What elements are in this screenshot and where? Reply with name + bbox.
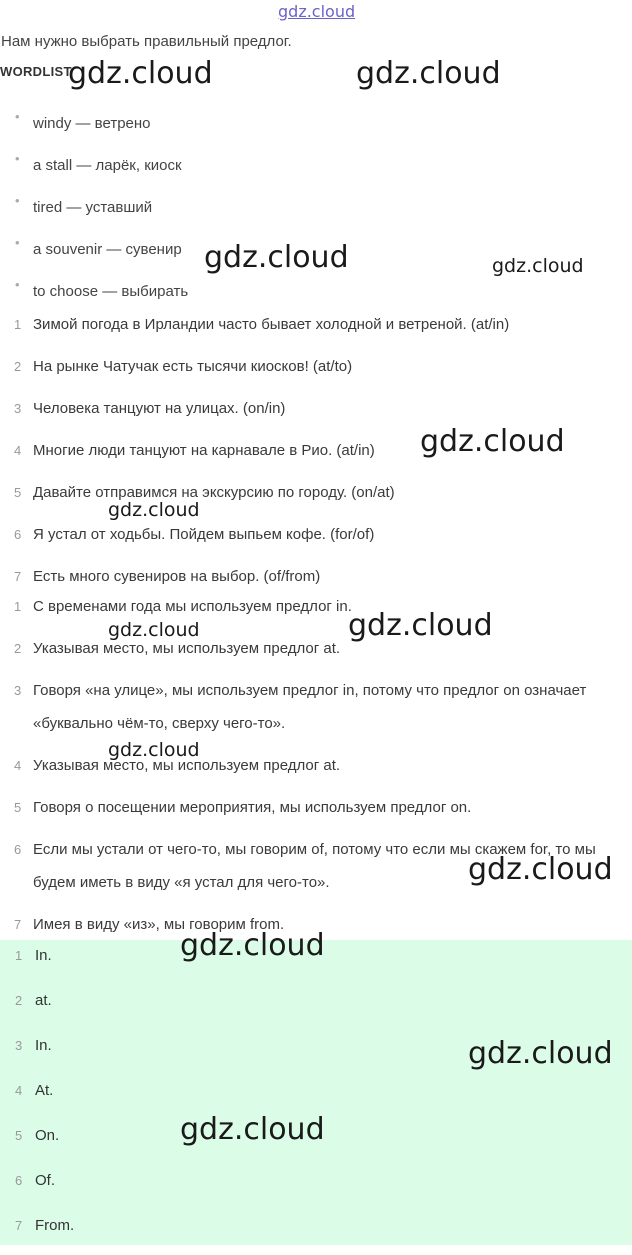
answer-row: 3 In. [15,1037,52,1054]
bullet-icon: • [15,109,20,124]
watermark: gdz.cloud [420,424,565,459]
list-item: • to choose — выбирать [15,277,189,300]
list-item: • tired — уставший [15,193,153,216]
bullet-icon: • [15,193,20,208]
answer-row: 6 Of. [15,1172,56,1189]
answer-row: 4 At. [15,1082,54,1099]
list-item: • a souvenir — сувенир [15,235,182,258]
bullet-icon: • [15,235,20,250]
watermark: gdz.cloud [468,852,613,887]
list-item: 6 Если мы устали от чего-то, мы говорим of, потому что если мы скажем for, то мы будем иметь в виду «я устал для чего-то». [14,841,596,891]
list-item: • a stall — ларёк, киоск [15,151,182,174]
intro-text: Нам нужно выбрать правильный предлог. [1,33,292,50]
list-item: 1 Зимой погода в Ирландии часто бывает холодной и ветреной. (at/in) [14,316,510,333]
explanations-list [0,590,632,941]
watermark: gdz.cloud [180,1112,325,1147]
list-item: 6 Я устал от ходьбы. Пойдем выпьем кофе. (for/of) [14,526,375,543]
list-item: 5 Давайте отправимся на экскурсию по городу. (on/at) [14,484,395,501]
list-item: 4 Указывая место, мы используем предлог at. [14,757,341,774]
watermark: gdz.cloud [108,739,200,761]
answer-row: 2 at. [15,992,52,1009]
watermark: gdz.cloud [492,255,584,277]
watermark: gdz.cloud [468,1036,613,1071]
watermark: gdz.cloud [348,608,493,643]
answer-row: 7 From. [15,1217,75,1234]
answer-row: 1 In. [15,947,52,964]
bullet-icon: • [15,151,20,166]
list-item: 1 С временами года мы используем предлог in. [14,598,352,615]
watermark: gdz.cloud [204,240,349,275]
list-item: 7 Есть много сувениров на выбор. (of/from) [14,568,321,585]
answers-panel [0,940,632,1245]
list-item: 4 Многие люди танцуют на карнавале в Рио. (at/in) [14,442,375,459]
watermark: gdz.cloud [356,56,501,91]
top-watermark-link[interactable]: gdz.cloud [278,2,356,21]
bullet-icon: • [15,277,20,292]
list-item: 2 На рынке Чатучак есть тысячи киосков! (at/to) [14,358,353,375]
list-item: 3 Человека танцуют на улицах. (on/in) [14,400,286,417]
watermark: gdz.cloud [108,499,200,521]
watermark: gdz.cloud [68,56,213,91]
watermark: gdz.cloud [108,619,200,641]
list-item: 3 Говоря «на улице», мы используем предлог in, потому что предлог on означает «буквально чём-то, сверху чего-то». [14,682,587,732]
watermark: gdz.cloud [180,928,325,963]
wordlist-heading: WORDLIST [0,64,72,79]
list-item: • windy — ветрено [15,109,151,132]
list-item: 2 Указывая место, мы используем предлог at. [14,640,341,657]
list-item: 7 Имея в виду «из», мы говорим from. [14,916,285,933]
list-item: 5 Говоря о посещении мероприятия, мы используем предлог on. [14,799,472,816]
wordlist [0,103,632,313]
answer-row: 5 On. [15,1127,60,1144]
